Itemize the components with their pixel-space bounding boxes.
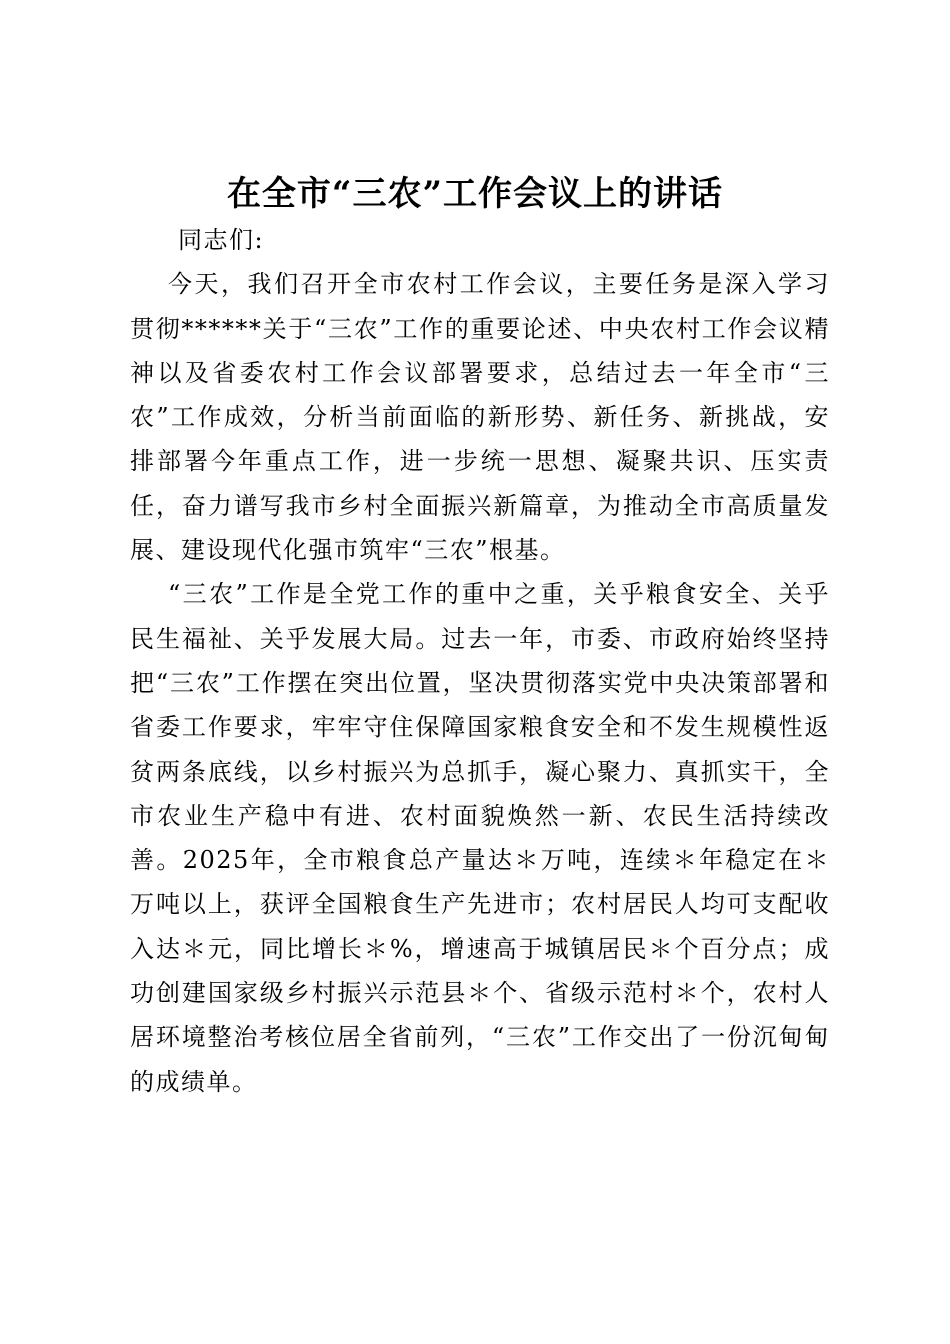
salutation: 同志们: (178, 226, 265, 254)
paragraph-achievements: “三农”工作是全党工作的重中之重，关乎粮食安全、关乎民生福祉、关乎发展大局。过去一年，市委、市政府始终坚持把“三农”工作摆在突出位置，坚决贯彻落实党中央决策部署和省委工作要求，牢牢守住保障国家粮食安全和不发生规模性返贫两条底线，以乡村振兴为总抓手，凝心聚力、真抓实干，全市农业生产稳中有进、农村面貌焕然一新、农民生活持续改善。2025年，全市粮食总产量达＊万吨，连续＊年稳定在＊万吨以上，获评全国粮食生产先进市；农村居民人均可支配收入达＊元，同比增长＊%，增速高于城镇居民＊个百分点；成功创建国家级乡村振兴示范县＊个、省级示范村＊个，农村人居环境整治考核位居全省前列，“三农”工作交出了一份沉甸甸的成绩单。 (130, 580, 830, 1096)
document-body (130, 218, 830, 1104)
document-title: 在全市“三农”工作会议上的讲话 (226, 174, 724, 214)
paragraph-intro: 今天，我们召开全市农村工作会议，主要任务是深入学习贯彻******关于“三农”工作的重要论述、中央农村工作会议精神以及省委农村工作会议部署要求，总结过去一年全市“三农”工作成效，分析当前面临的新形势、新任务、新挑战，安排部署今年重点工作，进一步统一思想、凝聚共识、压实责任，奋力谱写我市乡村全面振兴新篇章，为推动全市高质量发展、建设现代化强市筑牢“三农”根基。 (130, 270, 830, 565)
